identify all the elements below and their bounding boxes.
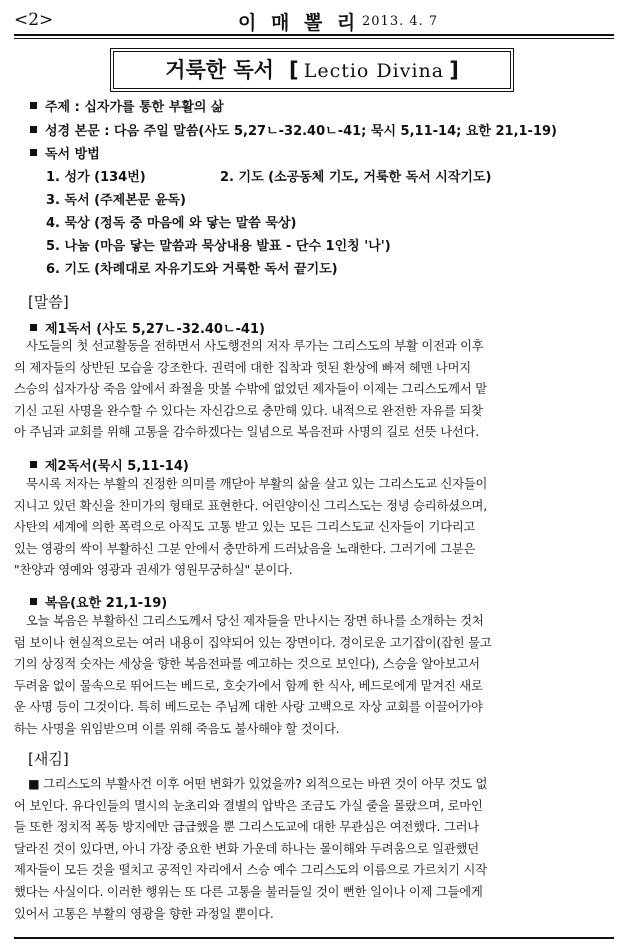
reading-1-body: [14, 336, 610, 444]
step-1: 1. 성가 (134번): [46, 170, 146, 185]
page-header: [14, 8, 614, 34]
reading-1-line: 기신 고된 사명을 완수할 수 있다는 자신감으로 충만해 있다. 내적으로 완전한 자유를 되찾: [14, 403, 483, 418]
word-section-label: [말씀]: [28, 293, 69, 311]
theme-line: [30, 96, 224, 115]
gospel-body: [14, 611, 610, 741]
reflection-section-label: [새김]: [28, 750, 69, 768]
title-bracket-close: ]: [449, 58, 459, 82]
step-4: 4. 묵상 (정독 중 마음에 와 닿는 말씀 묵상): [46, 216, 297, 231]
issue-date: 2013. 4. 7: [362, 14, 439, 29]
reading-1-heading: 제1독서 (사도 5,27ㄴ-32.40ㄴ-41): [30, 318, 265, 337]
title-box: [113, 51, 511, 89]
reading-2-line: 묵시록 저자는 부활의 진정한 의미를 깨닫아 부활의 삶을 살고 있는 그리스도교 신자들이: [26, 477, 488, 491]
reading-2-body: [14, 474, 610, 582]
reading-2-line: 사탄의 세계에 의한 폭력으로 아직도 고통 받고 있는 모든 그리스도교 신자들이 기다리고: [14, 520, 476, 535]
bullet-square-icon: [30, 461, 37, 468]
gospel-line: 운 사명 등이 그것이다. 특히 베드로는 주님께 대한 사랑 고백으로 자상 교회를 이끌어가야: [14, 700, 483, 715]
step-2: 2. 기도 (소공동체 기도, 거룩한 독서 시작기도): [220, 170, 492, 185]
title-bracket-open: [: [289, 58, 299, 82]
step-3: 3. 독서 (주제본문 윤독): [46, 193, 186, 208]
step-6: 6. 기도 (차례대로 자유기도와 거룩한 독서 끝기도): [46, 262, 338, 277]
gospel-line: 오늘 복음은 부활하신 그리스도께서 당신 제자들을 만나시는 장면 하나를 소개하는 것처: [26, 614, 484, 628]
reading-1-line: 의 제자들의 상반된 모습을 강조한다. 권력에 대한 집착과 헛된 환상에 빠져 헤맨 나머지: [14, 360, 471, 375]
method-label: 독서 방법: [45, 147, 100, 162]
header-rule-thin: [14, 38, 614, 39]
step-5: 5. 나눔 (마음 닿는 말씀과 묵상내용 발표 - 단수 1인칭 '나'): [46, 239, 391, 254]
reflection-line: ■ 그리스도의 부활사건 이후 어떤 변화가 있었을까? 외적으로는 바뀐 것이 아무 것도 없: [28, 777, 488, 791]
scripture-text: 성경 본문 : 다음 주일 말씀(사도 5,27ㄴ-32.40ㄴ-41; 묵시 5,11-14; 요한 21,1-19): [45, 124, 557, 139]
gospel-line: 두려움 없이 물속으로 뛰어드는 베드로, 호숫가에서 함께 한 식사, 베드로에게 맡겨진 새로: [14, 678, 483, 693]
bullet-square-icon: [30, 126, 37, 133]
reflection-line: 어 보인다. 유다인들의 멸시의 눈초리와 결별의 압박은 조금도 가실 줄을 몰랐으며, 로마인: [14, 798, 483, 813]
bullet-square-icon: [30, 102, 37, 109]
reflection-line: 있어서 고통은 부활의 영광을 향한 과정일 뿐이다.: [14, 906, 274, 921]
gospel-line: 럼 보이나 현실적으로는 여러 내용이 집약되어 있는 장면이다. 경이로운 고기잡이(잡힌 물고: [14, 635, 492, 650]
reflection-line: 제자들이 모든 것을 떨치고 공적인 자리에서 스승 예수 그리스도의 이름으로 가르치기 시작: [14, 863, 487, 878]
page-number: <2>: [14, 10, 54, 30]
reflection-body: [14, 774, 610, 925]
newsletter-name: 이 매 뽈 리: [238, 12, 360, 34]
reading-1-line: 사도들의 첫 선교활동을 전하면서 사도행전의 저자 루가는 그리스도의 부활 이전과 이후: [26, 339, 484, 353]
reflection-line: 들 또한 정치적 폭동 방지에만 급급했을 뿐 그리스도교에 대한 무관심은 여전했다. 그러나: [14, 820, 479, 835]
reading-2-line: "찬양과 영예와 영광과 권세가 영원무궁하실" 분이다.: [14, 563, 293, 578]
scripture-line: [30, 120, 557, 139]
reading-2-line: 있는 영광의 싹이 부활하신 그분 안에서 충만하게 드러났음을 노래한다. 그러기에 그분은: [14, 541, 476, 556]
reading-1-line: 아 주님과 교회를 위해 고통을 감수하겠다는 일념으로 복음전파 사명의 길로 선뜻 나선다.: [14, 425, 479, 440]
method-line: [30, 143, 100, 162]
reflection-line: 했다는 사실이다. 이러한 행위는 또 다른 고통을 불러들일 것이 뻔한 일이나 이제 그들에게: [14, 884, 483, 899]
bullet-square-icon: [30, 598, 37, 605]
gospel-line: 하는 사명을 위임받으며 이를 위해 죽음도 불사해야 할 것이다.: [14, 721, 340, 736]
reading-2-heading: 제2독서(묵시 5,11-14): [30, 455, 189, 474]
gospel-line: 기의 상징적 숫자는 세상을 향한 복음전파를 예고하는 것으로 보인다), 스승을 알아보고서: [14, 657, 480, 672]
header-rule-thick: [14, 34, 614, 36]
gospel-heading: 복음(요한 21,1-19): [30, 592, 167, 611]
title-korean: 거룩한 독서: [165, 58, 274, 82]
reading-1-line: 스승의 십자가상 죽음 앞에서 좌절을 맛볼 수밖에 없었던 제자들이 이제는 그리스도께서 맡: [14, 382, 487, 397]
title-latin: Lectio Divina: [303, 60, 445, 82]
footer-rule: [14, 937, 614, 939]
bullet-square-icon: [30, 324, 37, 331]
reading-2-line: 지니고 있던 확신을 찬미가의 형태로 표현한다. 어린양이신 그리스도는 정녕 승리하셨으며,: [14, 498, 487, 513]
reflection-line: 달라진 것이 있다면, 아니 가장 중요한 변화 가운데 하나는 몰이해와 두려움으로 일관했던: [14, 841, 479, 856]
intro-block: [30, 96, 610, 276]
bullet-square-icon: [30, 149, 37, 156]
theme-text: 주제 : 십자가를 통한 부활의 삶: [45, 100, 224, 115]
